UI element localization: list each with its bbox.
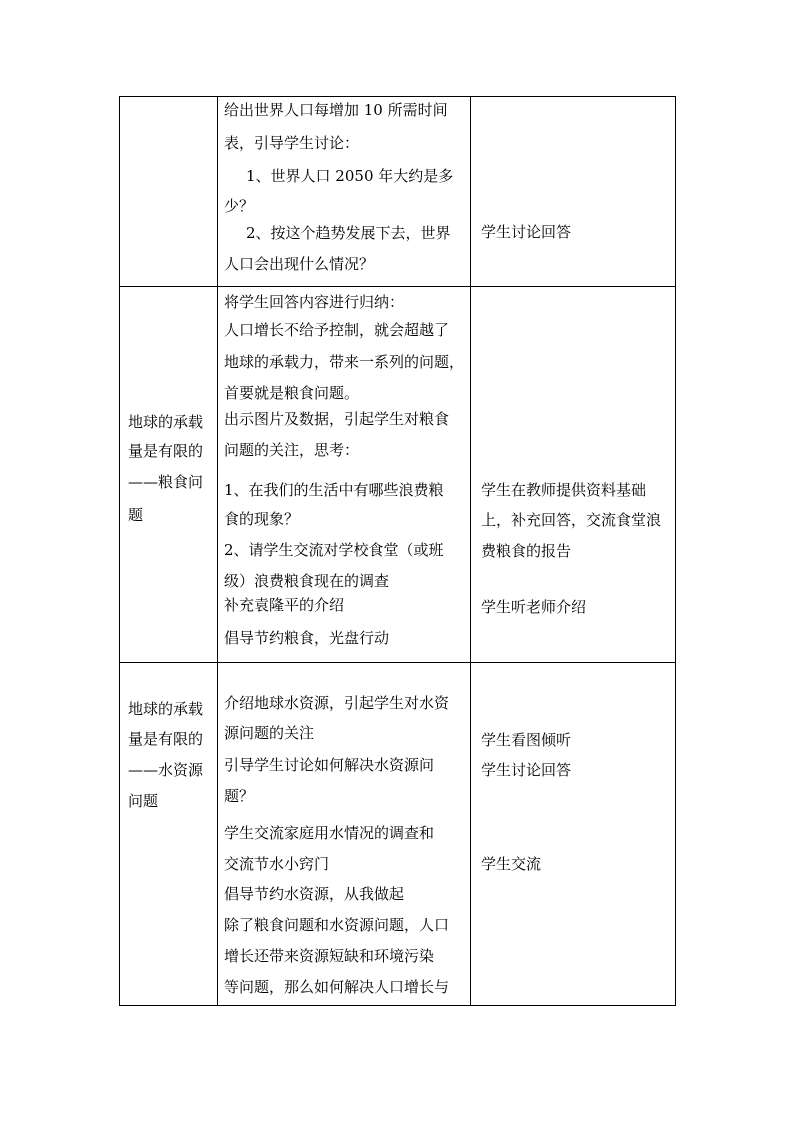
teacher-text-line: 增长还带来资源短缺和环境污染 — [224, 947, 435, 965]
teacher-text-line: 级）浪费粮食现在的调查 — [224, 572, 390, 590]
teacher-text-line: 介绍地球水资源，引起学生对水资 — [224, 694, 450, 712]
lesson-plan-table — [119, 96, 676, 1006]
teacher-text-line: 首要就是粮食问题。 — [224, 384, 360, 402]
student-text-line: 学生在教师提供资料基础 — [481, 481, 647, 499]
topic-cell — [120, 97, 218, 287]
student-text-line: 学生看图倾听 — [481, 731, 572, 749]
teacher-activity-cell — [218, 287, 471, 663]
topic-text-line: 地球的承载 — [128, 700, 204, 718]
teacher-activity-cell — [218, 663, 471, 1006]
teacher-text-line: 交流节水小窍门 — [224, 855, 330, 873]
student-activity-cell — [471, 663, 676, 1006]
topic-text-line: 问题 — [128, 792, 159, 810]
student-text-line: 学生讨论回答 — [481, 223, 572, 241]
teacher-text-line: 题？ — [224, 787, 255, 805]
student-text-line: 上，补充回答，交流食堂浪 — [481, 511, 662, 529]
teacher-text-line: 将学生回答内容进行归纳： — [224, 293, 405, 311]
teacher-text-line: 倡导节约粮食，光盘行动 — [224, 629, 390, 647]
teacher-text-line: 地球的承载力，带来一系列的问题， — [224, 353, 465, 371]
teacher-text-line: 引导学生讨论如何解决水资源问 — [224, 756, 435, 774]
teacher-text-line: 人口会出现什么情况？ — [224, 255, 375, 273]
student-activity-cell — [471, 97, 676, 287]
topic-text-line: 题 — [128, 506, 144, 524]
teacher-text-line: 2、请学生交流对学校食堂（或班 — [224, 541, 444, 559]
teacher-text-line: 除了粮食问题和水资源问题，人口 — [224, 916, 450, 934]
teacher-text-line: 倡导节约水资源，从我做起 — [224, 885, 405, 903]
teacher-text-line: 2、按这个趋势发展下去，世界 — [246, 224, 451, 242]
topic-text-line: ——粮食问 — [128, 473, 204, 491]
teacher-text-line: 补充袁隆平的介绍 — [224, 596, 345, 614]
student-text-line: 学生讨论回答 — [481, 761, 572, 779]
teacher-activity-cell — [218, 97, 471, 287]
topic-text-line: 量是有限的 — [128, 730, 204, 748]
teacher-text-line: 学生交流家庭用水情况的调查和 — [224, 824, 435, 842]
student-text-line: 费粮食的报告 — [481, 542, 572, 560]
table-row — [120, 287, 676, 663]
teacher-text-line: 人口增长不给予控制，就会超越了 — [224, 321, 450, 339]
topic-cell — [120, 287, 218, 663]
topic-cell — [120, 663, 218, 1006]
teacher-text-line: 等问题，那么如何解决人口增长与 — [224, 978, 450, 996]
teacher-text-line: 出示图片及数据，引起学生对粮食 — [224, 410, 450, 428]
topic-text-line: ——水资源 — [128, 761, 204, 779]
teacher-text-line: 源问题的关注 — [224, 724, 315, 742]
teacher-text-line: 表，引导学生讨论： — [224, 134, 360, 152]
table-row — [120, 97, 676, 287]
teacher-text-line: 1、在我们的生活中有哪些浪费粮 — [224, 481, 444, 499]
topic-text-line: 地球的承载 — [128, 413, 204, 431]
teacher-text-line: 少？ — [224, 197, 255, 215]
student-text-line: 学生交流 — [481, 855, 542, 873]
student-text-line: 学生听老师介绍 — [481, 598, 587, 616]
teacher-text-line: 问题的关注，思考： — [224, 441, 360, 459]
teacher-text-line: 给出世界人口每增加 10 所需时间 — [224, 101, 448, 119]
teacher-text-line: 食的现象？ — [224, 510, 300, 528]
student-activity-cell — [471, 287, 676, 663]
table-row — [120, 663, 676, 1006]
teacher-text-line: 1、世界人口 2050 年大约是多 — [246, 167, 454, 185]
topic-text-line: 量是有限的 — [128, 442, 204, 460]
